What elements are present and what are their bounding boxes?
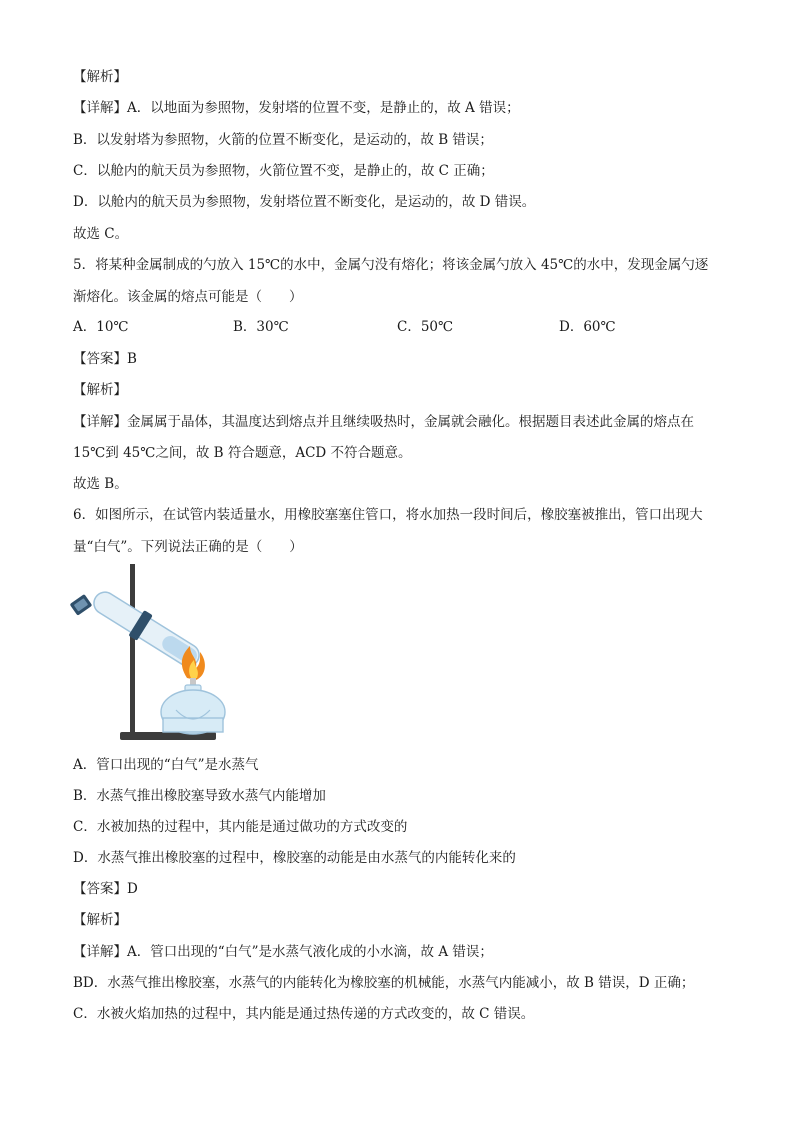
detail-line: 【详解】A．以地面为参照物，发射塔的位置不变，是静止的，故 A 错误； [73, 100, 520, 116]
detail-line: B．以发射塔为参照物，火箭的位置不断变化，是运动的，故 B 错误； [73, 132, 493, 148]
option-c: C．50℃ [397, 319, 454, 335]
selection-5-line: 故选 B。 [73, 476, 128, 492]
stand-rod [130, 564, 135, 734]
question-5-text-cont: 渐熔化。该金属的熔点可能是（ ） [73, 289, 303, 305]
lamp-base [163, 718, 223, 732]
question-6-text-cont: 量“白气”。下列说法正确的是（ ） [73, 539, 303, 555]
option-a: A．10℃ [73, 319, 129, 335]
question-6-text: 6．如图所示，在试管内装适量水，用橡胶塞塞住管口，将水加热一段时间后，橡胶塞被推出，管口出现大 [73, 507, 703, 523]
option-6d: D．水蒸气推出橡胶塞的过程中，橡胶塞的动能是由水蒸气的内能转化来的 [73, 850, 516, 866]
analysis-heading: 【解析】 [73, 69, 127, 85]
detail-5-line: 【详解】金属属于晶体，其温度达到熔点并且继续吸热时，金属就会融化。根据题目表述此金属的熔点在 [73, 414, 694, 430]
answer-5: 【答案】B [73, 351, 137, 367]
experiment-figure [66, 560, 236, 750]
option-6c: C．水被加热的过程中，其内能是通过做功的方式改变的 [73, 819, 408, 835]
detail-6-line: C．水被火焰加热的过程中，其内能是通过热传递的方式改变的，故 C 错误。 [73, 1006, 535, 1022]
analysis-6-heading: 【解析】 [73, 912, 127, 928]
analysis-5-heading: 【解析】 [73, 382, 127, 398]
option-6b: B．水蒸气推出橡胶塞导致水蒸气内能增加 [73, 788, 326, 804]
answer-6: 【答案】D [73, 881, 138, 897]
option-d: D．60℃ [559, 319, 616, 335]
option-6a: A．管口出现的“白气”是水蒸气 [73, 757, 259, 773]
detail-6-line: BD．水蒸气推出橡胶塞，水蒸气的内能转化为橡胶塞的机械能，水蒸气内能减小，故 B 错误，D 正确； [73, 975, 695, 991]
question-5-text: 5．将某种金属制成的勺放入 15℃的水中，金属勺没有熔化；将该金属勺放入 45℃的水中，发现金属勺逐 [73, 257, 709, 273]
detail-line: C．以舱内的航天员为参照物，火箭位置不变，是静止的，故 C 正确； [73, 163, 494, 179]
selection-line: 故选 C。 [73, 226, 129, 242]
detail-6-line: 【详解】A．管口出现的“白气”是水蒸气液化成的小水滴，故 A 错误； [73, 944, 493, 960]
detail-5-line: 15℃到 45℃之间，故 B 符合题意，ACD 不符合题意。 [73, 445, 412, 461]
option-b: B．30℃ [233, 319, 289, 335]
detail-line: D．以舱内的航天员为参照物，发射塔位置不断变化，是运动的，故 D 错误。 [73, 194, 536, 210]
experiment-illustration [66, 560, 236, 750]
